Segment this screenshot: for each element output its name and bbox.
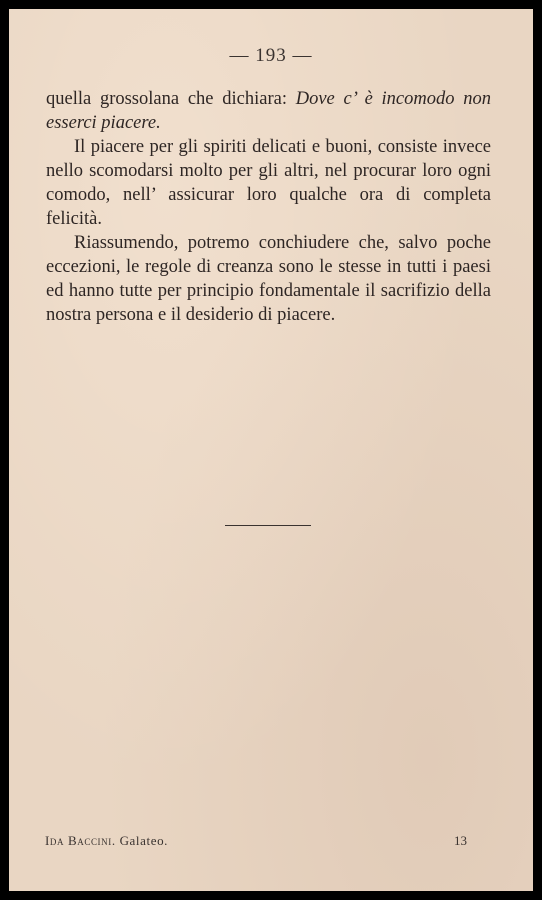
paragraph-1-text: quella grossolana che dichiara: bbox=[46, 89, 296, 109]
section-end-rule bbox=[225, 525, 311, 526]
book-page bbox=[9, 9, 533, 891]
paragraph-3: Riassumendo, potremo conchiudere che, salvo poche eccezioni, le regole di creanza sono le stesse in tutti i paesi ed hanno tutte per principio fondamentale il sacrifizio della nostra persona e il desiderio di piacere. bbox=[46, 233, 491, 325]
footer-signature-mark: 13 bbox=[454, 833, 467, 848]
footer-title: Galateo. bbox=[119, 833, 169, 848]
paragraph-1 bbox=[46, 87, 491, 135]
footer-author: Ida Baccini. bbox=[45, 833, 116, 848]
page-number: — 193 — bbox=[229, 45, 313, 66]
footer-signature-line bbox=[45, 833, 168, 849]
paragraph-1-quote: Dove c’ è incomodo non esserci piacere. bbox=[46, 89, 491, 133]
paragraph-2: Il piacere per gli spiriti delicati e buoni, consiste invece nello scomodarsi molto per gli altri, nel procurar loro ogni comodo, nell’ assicurar loro qualche ora di completa felicità. bbox=[46, 137, 491, 229]
body-text bbox=[46, 87, 491, 327]
